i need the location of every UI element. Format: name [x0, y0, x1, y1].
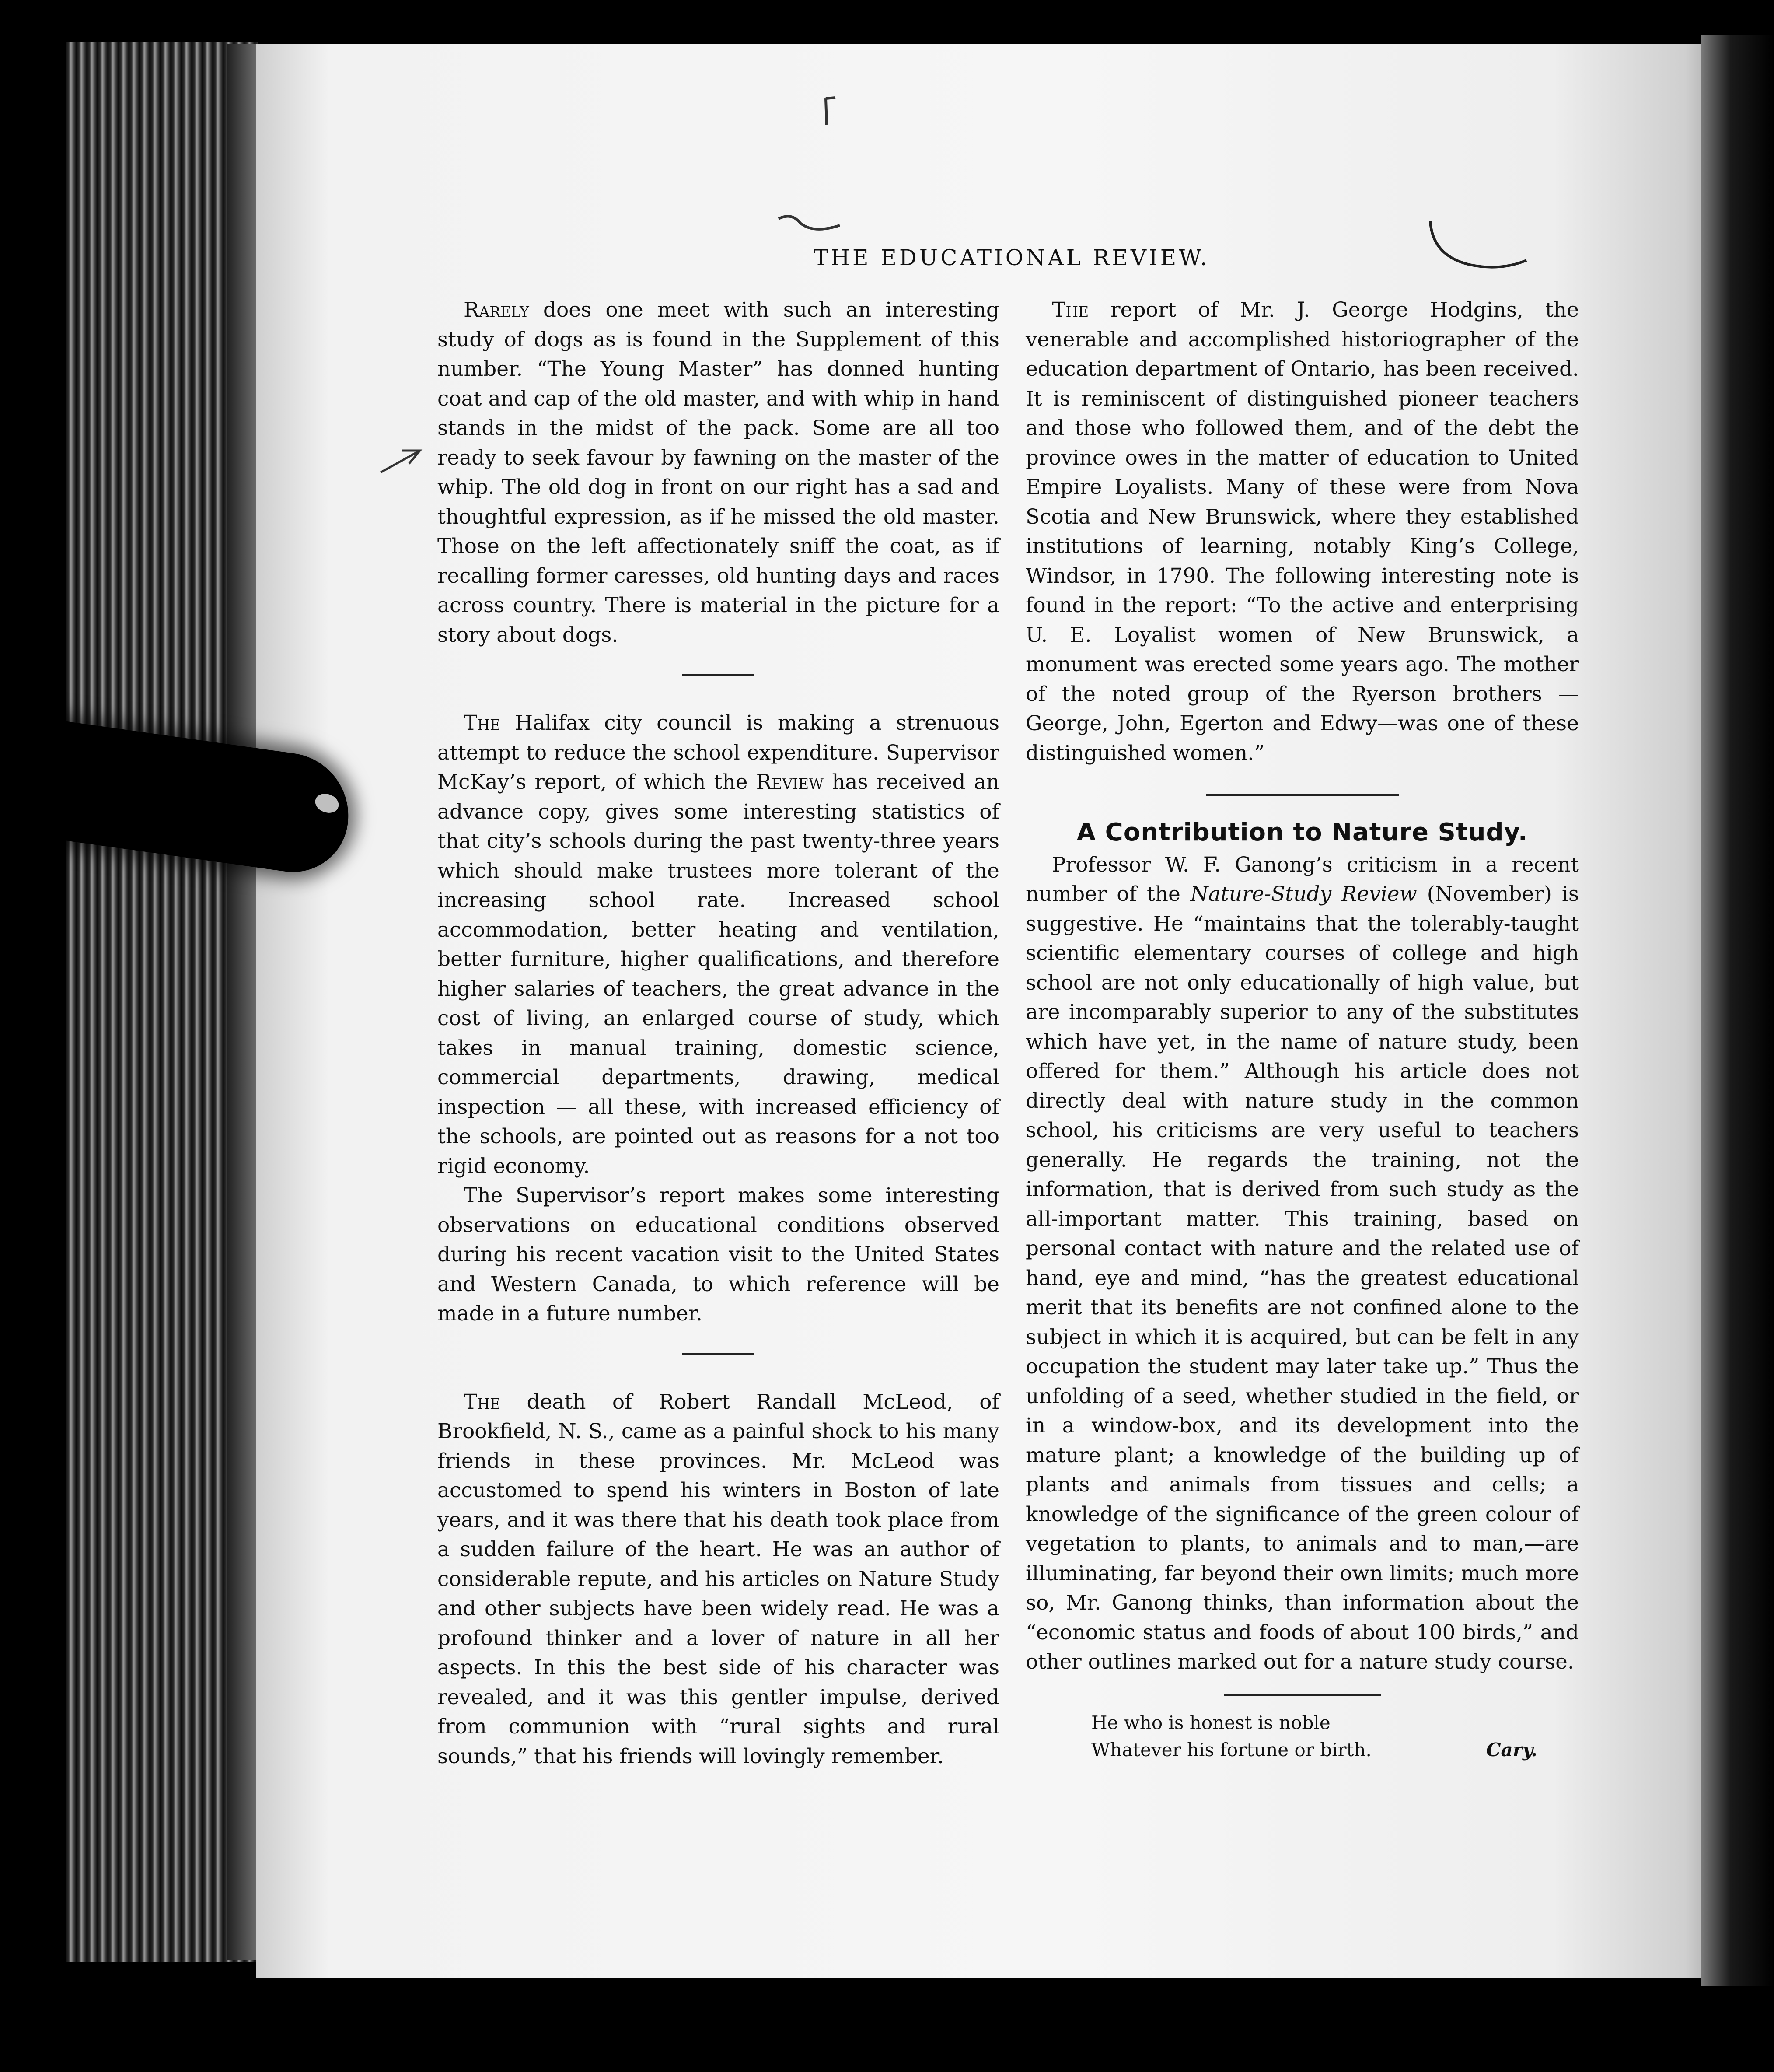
paragraph-text-cont: has received an advance copy, gives some interesting statistics of that city’s schools during the past twenty-three years which should make trustees more tolerant of the increasing school rate. Increased school accommodation, better heating and ventilation, better furniture, higher qualifications, and therefore higher salaries of teachers, the great advance in the cost of living, an enlarged course of study, which takes in manual training, domestic science, commercial departments, drawing, medical inspection — all these, with increased efficiency of the schools, are pointed out as reasons for a not too rigid economy. — [437, 770, 999, 1178]
right-page-fold — [1701, 35, 1774, 1986]
paragraph-text: report of Mr. J. George Hodgins, the venerable and accomplished historiographer of the education department of Ontario, has been received. It is reminiscent of distinguished pioneer teachers and those who followed them, and of the debt the province owes in the matter of education to United Empire Loyalists. Many of these were from Nova Scotia and New Brunswick, where they established institutions of learning, notably King’s College, Windsor, in 1790. The following interesting note is found in the report: “To the active and enterprising U. E. Loyalist women of New Brunswick, a monument was erected some years ago. The mother of the noted group of the Ryerson brothers —George, John, Egerton and Edwy—was one of these distinguished women.” — [1026, 298, 1579, 765]
quote-line-1: He who is honest is noble — [1091, 1712, 1330, 1733]
paragraph-text: Halifax city council is making a strenuous attempt to reduce the school expenditure. Supervisor McKay’s report, of which the — [437, 711, 999, 794]
paragraph-text: Professor W. F. Ganong’s criticism in a recent number of the — [1026, 852, 1579, 906]
running-header: THE EDUCATIONAL REVIEW. — [814, 245, 1210, 270]
paragraph-halifax — [437, 708, 999, 1181]
paragraph-hodgins — [1026, 295, 1579, 768]
divider-rule — [1206, 794, 1399, 796]
review-word: Review — [756, 770, 824, 794]
left-column — [437, 295, 999, 1771]
divider-rule — [682, 674, 754, 676]
lead-word: The — [464, 711, 501, 735]
pencil-mark-swoosh — [1421, 217, 1535, 282]
lead-word: Rarely — [464, 298, 529, 322]
divider-rule — [1224, 1694, 1381, 1696]
quote-line-2: Whatever his fortune or birth. — [1091, 1739, 1372, 1760]
lead-word: The — [1052, 298, 1089, 322]
paragraph-text: death of Robert Randall McLeod, of Brookfield, N. S., came as a painful shock to his many friends in these provinces. Mr. McLeod was accustomed to spend his winters in Boston of late years, and it was there that his death took place from a sudden failure of the heart. He was an author of considerable repute, and his articles on Nature Study and other subjects have been widely read. He was a profound thinker and a lover of nature in all her aspects. In this the best side of his character was revealed, and it was this gentler impulse, derived from communion with “rural sights and rural sounds,” that his friends will lovingly remember. — [437, 1390, 999, 1768]
journal-title: Nature-Study Review — [1190, 882, 1417, 906]
paragraph-text-cont: (November) is suggestive. He “maintains that the tolerably-taught scientific elementary courses of college and high school are not only educationally of high value, but are incomparably superior to any of the substitutes which have yet, in the name of nature study, been offered for them.” Although his article does not directly deal with nature study in the common school, his criticisms are very useful to teachers generally. He regards the training, not the information, that is derived from such study as the all-important matter. This training, based on personal contact with nature and the related use of hand, eye and mind, “has the greatest educational merit that its benefits are not confined alone to the subject in which it is acquired, but can be felt in any occupation the student may later take up.” Thus the unfolding of a seed, whether studied in the field, or in a window-box, and its development into the mature plant; a knowledge of the building up of plants and animals from tissues and cells; a knowledge of the significance of the green colour of vegetation to plants, to animals and to man,—are illuminating, far beyond their own limits; much more so, Mr. Ganong thinks, than information about the “economic status and foods of about 100 birds,” and other outlines marked out for a nature study course. — [1026, 882, 1579, 1674]
divider-rule — [682, 1353, 754, 1354]
right-column — [1026, 295, 1579, 1764]
paragraph-text: does one meet with such an interesting study of dogs as is found in the Supplement of this number. “The Young Master” has donned hunting coat and cap of the old master, and with whip in hand stands in the midst of the pack. Some are all too ready to seek favour by fawning on the master of the whip. The old dog in front on our right has a sad and thoughtful expression, as if he missed the old master. Those on the left affectionately sniff the coat, as if recalling former caresses, old hunting days and races across country. There is material in the picture for a story about dogs. — [437, 298, 999, 647]
pencil-mark-top — [822, 94, 840, 129]
section-title: A Contribution to Nature Study. — [1076, 818, 1528, 847]
closing-quote — [1091, 1709, 1579, 1764]
paragraph-nature-study — [1026, 850, 1579, 1677]
quote-author: Cary. — [1486, 1739, 1537, 1760]
paragraph-supervisor: The Supervisor’s report makes some interesting observations on educational conditions observed during his recent vacation visit to the United States and Western Canada, to which reference will be made in a future number. — [437, 1183, 999, 1326]
lead-word: The — [464, 1390, 501, 1414]
pencil-mark-arrow — [376, 442, 429, 477]
pencil-mark-header — [774, 210, 844, 241]
paragraph-mcleod — [437, 1387, 999, 1771]
paragraph-dogs — [437, 295, 999, 650]
